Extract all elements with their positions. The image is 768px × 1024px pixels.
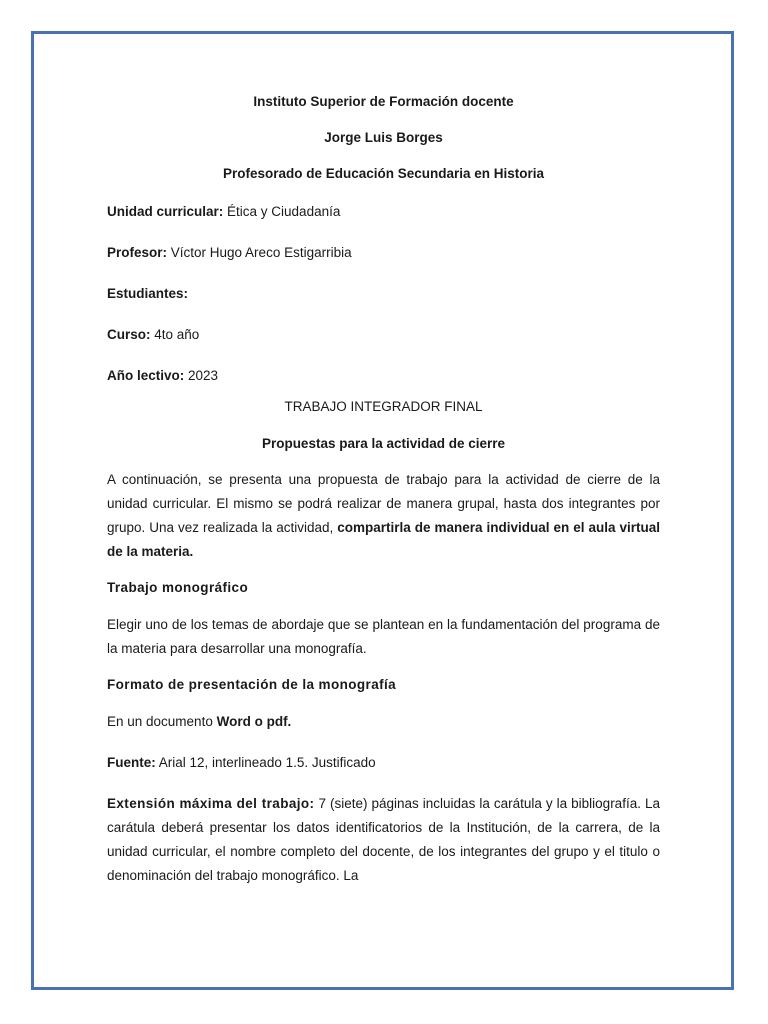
document-subtitle: Propuestas para la actividad de cierre (261, 436, 506, 451)
anio-value: 2023 (184, 368, 219, 383)
formato-bold: Word o pdf. (216, 714, 292, 729)
program-name: Profesorado de Educación Secundaria en Historia (222, 166, 545, 181)
institute-honoree: Jorge Luis Borges (324, 130, 443, 145)
monografia-heading: Trabajo monográfico (107, 580, 249, 595)
institute-name: Instituto Superior de Formación docente (253, 94, 514, 109)
anio-label: Año lectivo: (107, 368, 185, 383)
formato-text: En un documento (107, 714, 217, 729)
formato-paragraph (107, 710, 660, 734)
curso (107, 323, 660, 347)
extension-paragraph (107, 792, 660, 888)
curso-label: Curso: (107, 327, 151, 342)
intro-text: A continuación, se presenta una propuesta de trabajo para la actividad de cierre de la unidad curricular. El mismo se podrá realizar de manera grupal, hasta dos integrantes por grupo. Una vez realizada la actividad, (107, 472, 660, 535)
fuente-value: Arial 12, interlineado 1.5. Justificado (155, 755, 376, 770)
estudiantes-label: Estudiantes: (107, 286, 189, 301)
profesor-label: Profesor: (107, 245, 168, 260)
intro-paragraph (107, 468, 660, 564)
profesor (107, 241, 660, 265)
curso-value: 4to año (150, 327, 200, 342)
document-body (107, 90, 660, 888)
unidad-value: Ética y Ciudadanía (223, 204, 341, 219)
fuente-line (107, 751, 660, 775)
extension-label: Extensión máxima del trabajo: (107, 796, 315, 811)
document-title: TRABAJO INTEGRADOR FINAL (284, 399, 483, 414)
extension-text: 7 (siete) páginas incluidas la carátula y la bibliografía. La carátula deberá presentar los datos identificatorios de la Institución, de la carrera, de la unidad curricular, el nombre completo del docente, de los integrantes del grupo y el titulo o denominación del trabajo monográfico. La (107, 796, 660, 883)
formato-heading: Formato de presentación de la monografía (107, 677, 397, 692)
profesor-value: Víctor Hugo Areco Estigarribia (167, 245, 352, 260)
monografia-paragraph: Elegir uno de los temas de abordaje que se plantean en la fundamentación del programa de la materia para desarrollar una monografía. (107, 617, 660, 656)
unidad-label: Unidad curricular: (107, 204, 224, 219)
estudiantes (107, 282, 660, 306)
fuente-label: Fuente: (107, 755, 156, 770)
unidad-curricular (107, 200, 660, 224)
anio-lectivo (107, 364, 660, 388)
intro-bold: compartirla de manera individual en el aula virtual de la materia. (107, 520, 660, 559)
